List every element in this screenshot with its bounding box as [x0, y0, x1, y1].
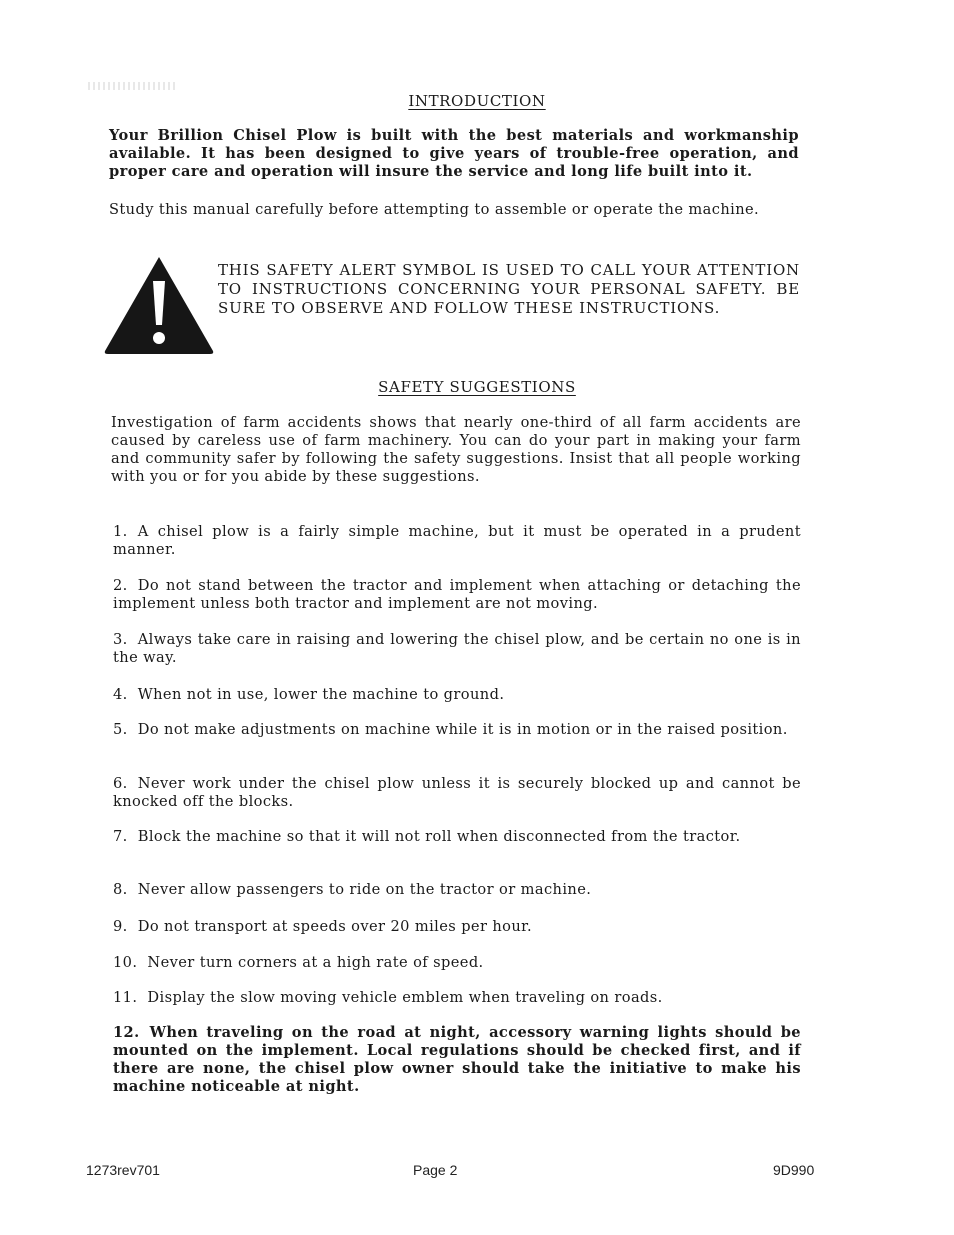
- scan-smudge: [88, 82, 178, 90]
- safety-item-9: 9. Do not transport at speeds over 20 miles per hour.: [113, 918, 532, 935]
- introduction-paragraph: Your Brillion Chisel Plow is built with the best materials and workmanship available. It has been designed to give years of trouble-free operation, and proper care and operation will insure the service and long life built into it.: [109, 127, 799, 180]
- footer-doc-id: 1273rev701: [86, 1162, 160, 1178]
- safety-item-6: 6. Never work under the chisel plow unless it is securely blocked up and cannot be knocked off the blocks.: [113, 775, 801, 810]
- footer-page-number: Page 2: [413, 1162, 458, 1178]
- safety-item-2: 2. Do not stand between the tractor and implement when attaching or detaching the implement unless both tractor and implement are not moving.: [113, 577, 801, 612]
- study-manual-paragraph: Study this manual carefully before attempting to assemble or operate the machine.: [109, 201, 760, 218]
- safety-intro-paragraph: Investigation of farm accidents shows that nearly one-third of all farm accidents are caused by careless use of farm machinery. You can do your part in making your farm and community safer by following the safety suggestions. Insist that all people working with you or for you abide by these suggestions.: [111, 414, 801, 485]
- warning-triangle-icon: [103, 255, 215, 355]
- safety-item-12: 12. When traveling on the road at night, accessory warning lights should be mounted on the implement. Local regulations should be checked first, and if there are none, the chisel plow owner should take the initiative to make his machine noticeable at night.: [113, 1024, 801, 1095]
- safety-item-4: 4. When not in use, lower the machine to ground.: [113, 686, 505, 703]
- safety-suggestions-heading: SAFETY SUGGESTIONS: [378, 378, 576, 396]
- safety-item-11: 11. Display the slow moving vehicle emblem when traveling on roads.: [113, 989, 663, 1006]
- safety-alert-text: THIS SAFETY ALERT SYMBOL IS USED TO CALL YOUR ATTENTION TO INSTRUCTIONS CONCERNING YOUR PERSONAL SAFETY. BE SURE TO OBSERVE AND FOLLOW THESE INSTRUCTIONS.: [218, 261, 800, 317]
- safety-item-8: 8. Never allow passengers to ride on the tractor or machine.: [113, 881, 592, 898]
- introduction-heading: INTRODUCTION: [408, 92, 546, 110]
- safety-item-10: 10. Never turn corners at a high rate of speed.: [113, 954, 484, 971]
- safety-item-5: 5. Do not make adjustments on machine while it is in motion or in the raised position.: [113, 721, 788, 738]
- safety-item-1: 1. A chisel plow is a fairly simple machine, but it must be operated in a prudent manner.: [113, 523, 801, 558]
- footer-part-number: 9D990: [773, 1162, 815, 1178]
- safety-item-3: 3. Always take care in raising and lowering the chisel plow, and be certain no one is in the way.: [113, 631, 801, 666]
- safety-item-7: 7. Block the machine so that it will not roll when disconnected from the tractor.: [113, 828, 741, 845]
